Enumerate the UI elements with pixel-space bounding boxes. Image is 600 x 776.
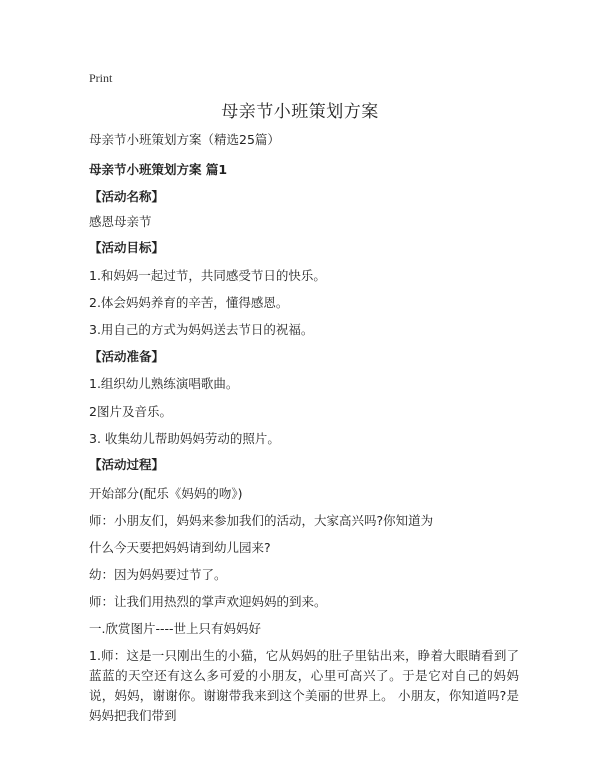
goal-item: 2.体会妈妈养育的辛苦，懂得感恩。 xyxy=(89,295,289,310)
prep-heading: 【活动准备】 xyxy=(89,349,165,364)
subtitle: 母亲节小班策划方案（精选25篇） xyxy=(89,132,280,147)
page-title: 母亲节小班策划方案 xyxy=(221,102,379,122)
prep-item: 2图片及音乐。 xyxy=(89,404,172,419)
prep-item: 3. 收集幼儿帮助妈妈劳动的照片。 xyxy=(89,431,280,446)
process-line: 幼：因为妈妈要过节了。 xyxy=(89,567,227,582)
activity-name-heading: 【活动名称】 xyxy=(89,189,165,204)
section-title: 母亲节小班策划方案 篇1 xyxy=(89,162,228,177)
goal-item: 3.用自己的方式为妈妈送去节日的祝福。 xyxy=(89,322,314,337)
process-line: 师：小朋友们，妈妈来参加我们的活动，大家高兴吗?你知道为 xyxy=(89,513,434,528)
story-paragraph: 1.师：这是一只刚出生的小猫，它从妈妈的肚子里钻出来，睁着大眼睛看到了蓝蓝的天空还有这么多可爱的小朋友，心里可高兴了。于是它对自己的妈妈说，妈妈，谢谢你。谢谢带我来到这个美丽的世界上。 小朋友，你知道吗?是妈妈把我们带到 xyxy=(89,648,519,723)
process-line: 师：让我们用热烈的掌声欢迎妈妈的到来。 xyxy=(89,594,327,609)
goals-heading: 【活动目标】 xyxy=(89,240,165,255)
process-heading: 【活动过程】 xyxy=(89,457,165,472)
activity-name-text: 感恩母亲节 xyxy=(89,214,152,229)
process-line: 什么今天要把妈妈请到幼儿园来? xyxy=(89,540,271,555)
process-line: 一.欣赏图片----世上只有妈妈好 xyxy=(89,621,262,636)
print-link[interactable]: Print xyxy=(89,71,113,85)
goal-item: 1.和妈妈一起过节，共同感受节日的快乐。 xyxy=(89,268,326,283)
process-line: 开始部分(配乐《妈妈的吻》) xyxy=(89,486,243,501)
prep-item: 1.组织幼儿熟练演唱歌曲。 xyxy=(89,376,239,391)
